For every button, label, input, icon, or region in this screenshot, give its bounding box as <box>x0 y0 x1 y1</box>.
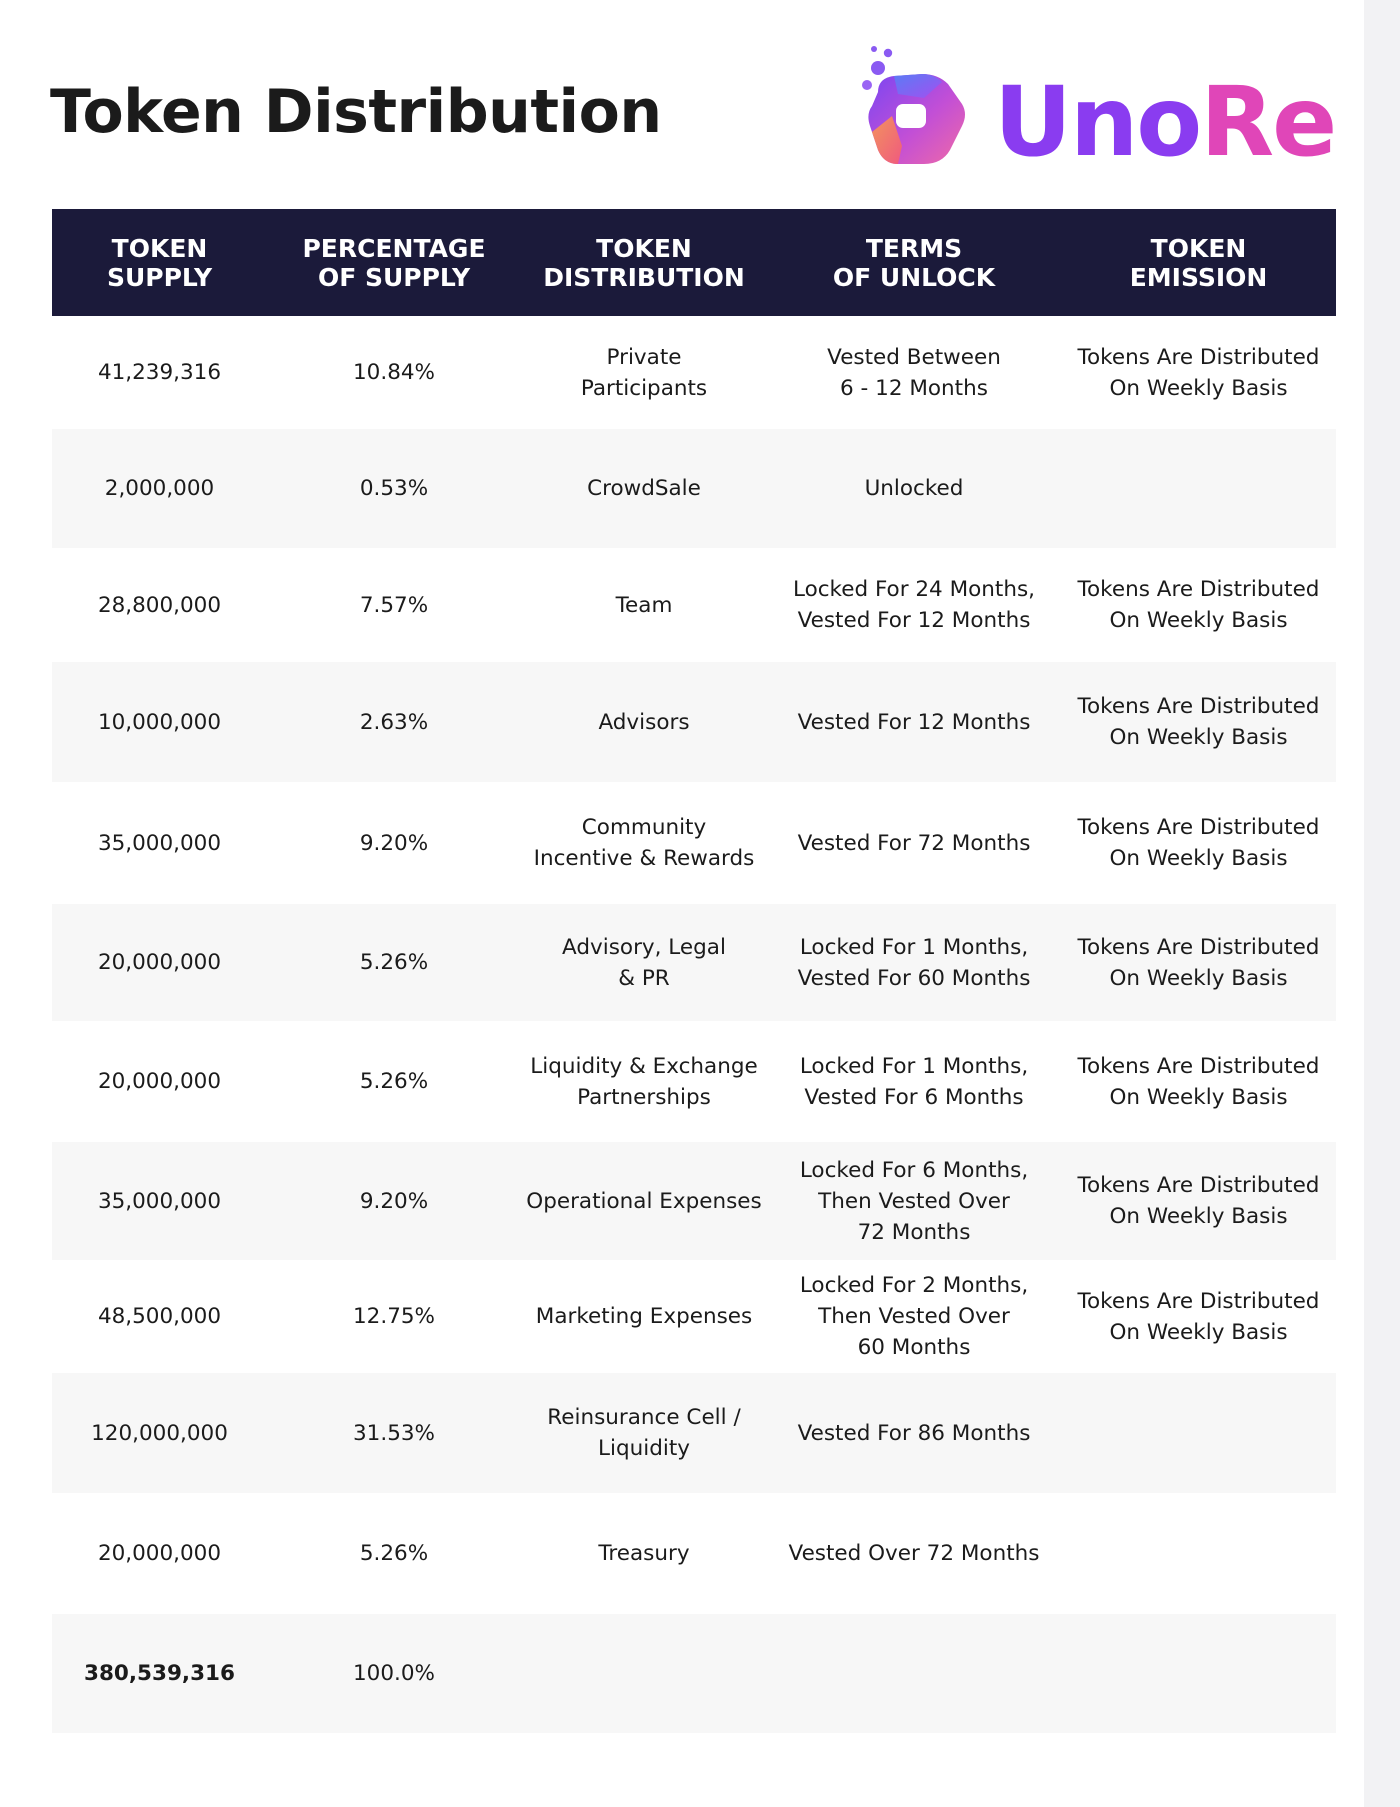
header-percentage-of-supply: PERCENTAGE OF SUPPLY <box>302 233 486 292</box>
cell-unlock-terms: Locked For 24 Months, Vested For 12 Months <box>792 577 1035 633</box>
cell-distribution: Community Incentive & Rewards <box>533 815 755 871</box>
header-token-supply: TOKEN SUPPLY <box>106 233 213 292</box>
cell-percentage: 0.53% <box>359 476 429 501</box>
cell-distribution: Team <box>615 592 673 618</box>
cell-token-supply: 20,000,000 <box>97 950 222 975</box>
cell-distribution: Marketing Expenses <box>535 1304 753 1329</box>
cell-percentage: 10.84% <box>353 360 435 385</box>
cell-unlock-terms: Unlocked <box>864 476 964 501</box>
table-row <box>52 1260 1336 1373</box>
table-header-row <box>52 209 1336 316</box>
cell-token-supply: 10,000,000 <box>97 709 222 735</box>
cell-distribution: Liquidity & Exchange Partnerships <box>530 1053 758 1110</box>
table-row <box>52 1493 1336 1614</box>
cell-token-supply: 35,000,000 <box>97 830 222 856</box>
table-total-row <box>52 1614 1336 1733</box>
table-row <box>52 429 1336 548</box>
cell-token-supply: 20,000,000 <box>97 1541 222 1566</box>
total-token-supply: 380,539,316 <box>84 1661 235 1686</box>
cell-token-supply: 48,500,000 <box>97 1304 222 1329</box>
cell-unlock-terms: Locked For 2 Months, Then Vested Over 60 Months <box>799 1273 1029 1360</box>
cell-percentage: 7.57% <box>359 592 429 618</box>
total-percentage: 100.0% <box>353 1661 435 1686</box>
cell-unlock-terms: Locked For 6 Months, Then Vested Over 72 Months <box>799 1157 1029 1245</box>
token-distribution-table <box>52 209 1336 1733</box>
table-row <box>52 904 1336 1021</box>
cell-emission: Tokens Are Distributed On Weekly Basis <box>1077 815 1320 871</box>
cell-percentage: 9.20% <box>359 1188 429 1214</box>
cell-emission: Tokens Are Distributed On Weekly Basis <box>1077 934 1320 991</box>
cell-emission: Tokens Are Distributed On Weekly Basis <box>1077 694 1320 750</box>
header-terms-of-unlock: TERMS OF UNLOCK <box>832 233 996 292</box>
cell-unlock-terms: Locked For 1 Months, Vested For 60 Months <box>797 934 1031 991</box>
page-edge-strip <box>1364 0 1400 1807</box>
cell-distribution: Advisory, Legal & PR <box>562 934 726 991</box>
cell-emission: Tokens Are Distributed On Weekly Basis <box>1077 577 1320 633</box>
header-token-emission: TOKEN EMISSION <box>1129 233 1268 292</box>
cell-percentage: 12.75% <box>353 1304 435 1329</box>
cell-unlock-terms: Vested Between 6 - 12 Months <box>827 344 1001 401</box>
table-row <box>52 548 1336 662</box>
page-title: Token Distribution <box>50 77 662 147</box>
brand-wordmark: UnoRe <box>994 66 1336 178</box>
cell-distribution: Advisors <box>598 709 690 735</box>
unore-logo-icon <box>858 40 978 180</box>
table-row <box>52 1021 1336 1142</box>
cell-distribution: Reinsurance Cell / Liquidity <box>547 1405 741 1461</box>
cell-emission: Tokens Are Distributed On Weekly Basis <box>1077 1053 1320 1110</box>
cell-token-supply: 41,239,316 <box>97 360 222 385</box>
cell-token-supply: 2,000,000 <box>104 476 215 501</box>
cell-emission: Tokens Are Distributed On Weekly Basis <box>1077 1173 1320 1229</box>
cell-percentage: 9.20% <box>359 830 429 856</box>
cell-token-supply: 120,000,000 <box>91 1420 228 1446</box>
cell-token-supply: 28,800,000 <box>97 592 222 618</box>
cell-token-supply: 35,000,000 <box>97 1188 222 1214</box>
cell-unlock-terms: Vested For 72 Months <box>797 830 1031 856</box>
cell-unlock-terms: Locked For 1 Months, Vested For 6 Months <box>799 1053 1029 1110</box>
cell-distribution: Treasury <box>598 1541 690 1566</box>
cell-emission: Tokens Are Distributed On Weekly Basis <box>1077 344 1320 401</box>
cell-distribution: Private Participants <box>580 344 708 401</box>
cell-token-supply: 20,000,000 <box>97 1069 222 1094</box>
brand-logo <box>858 40 1336 190</box>
table-row <box>52 662 1336 782</box>
table-row <box>52 1142 1336 1260</box>
header-token-distribution: TOKEN DISTRIBUTION <box>543 233 745 292</box>
cell-distribution: CrowdSale <box>587 476 701 501</box>
table-row <box>52 316 1336 429</box>
cell-percentage: 31.53% <box>353 1420 435 1446</box>
cell-unlock-terms: Vested Over 72 Months <box>788 1541 1040 1566</box>
cell-percentage: 5.26% <box>359 950 429 975</box>
cell-percentage: 5.26% <box>359 1069 429 1094</box>
cell-unlock-terms: Vested For 12 Months <box>797 709 1031 735</box>
cell-unlock-terms: Vested For 86 Months <box>797 1420 1031 1446</box>
cell-percentage: 2.63% <box>359 709 429 735</box>
cell-percentage: 5.26% <box>359 1541 429 1566</box>
cell-emission: Tokens Are Distributed On Weekly Basis <box>1077 1288 1320 1345</box>
table-row <box>52 1373 1336 1493</box>
cell-distribution: Operational Expenses <box>526 1188 762 1214</box>
table-row <box>52 782 1336 904</box>
